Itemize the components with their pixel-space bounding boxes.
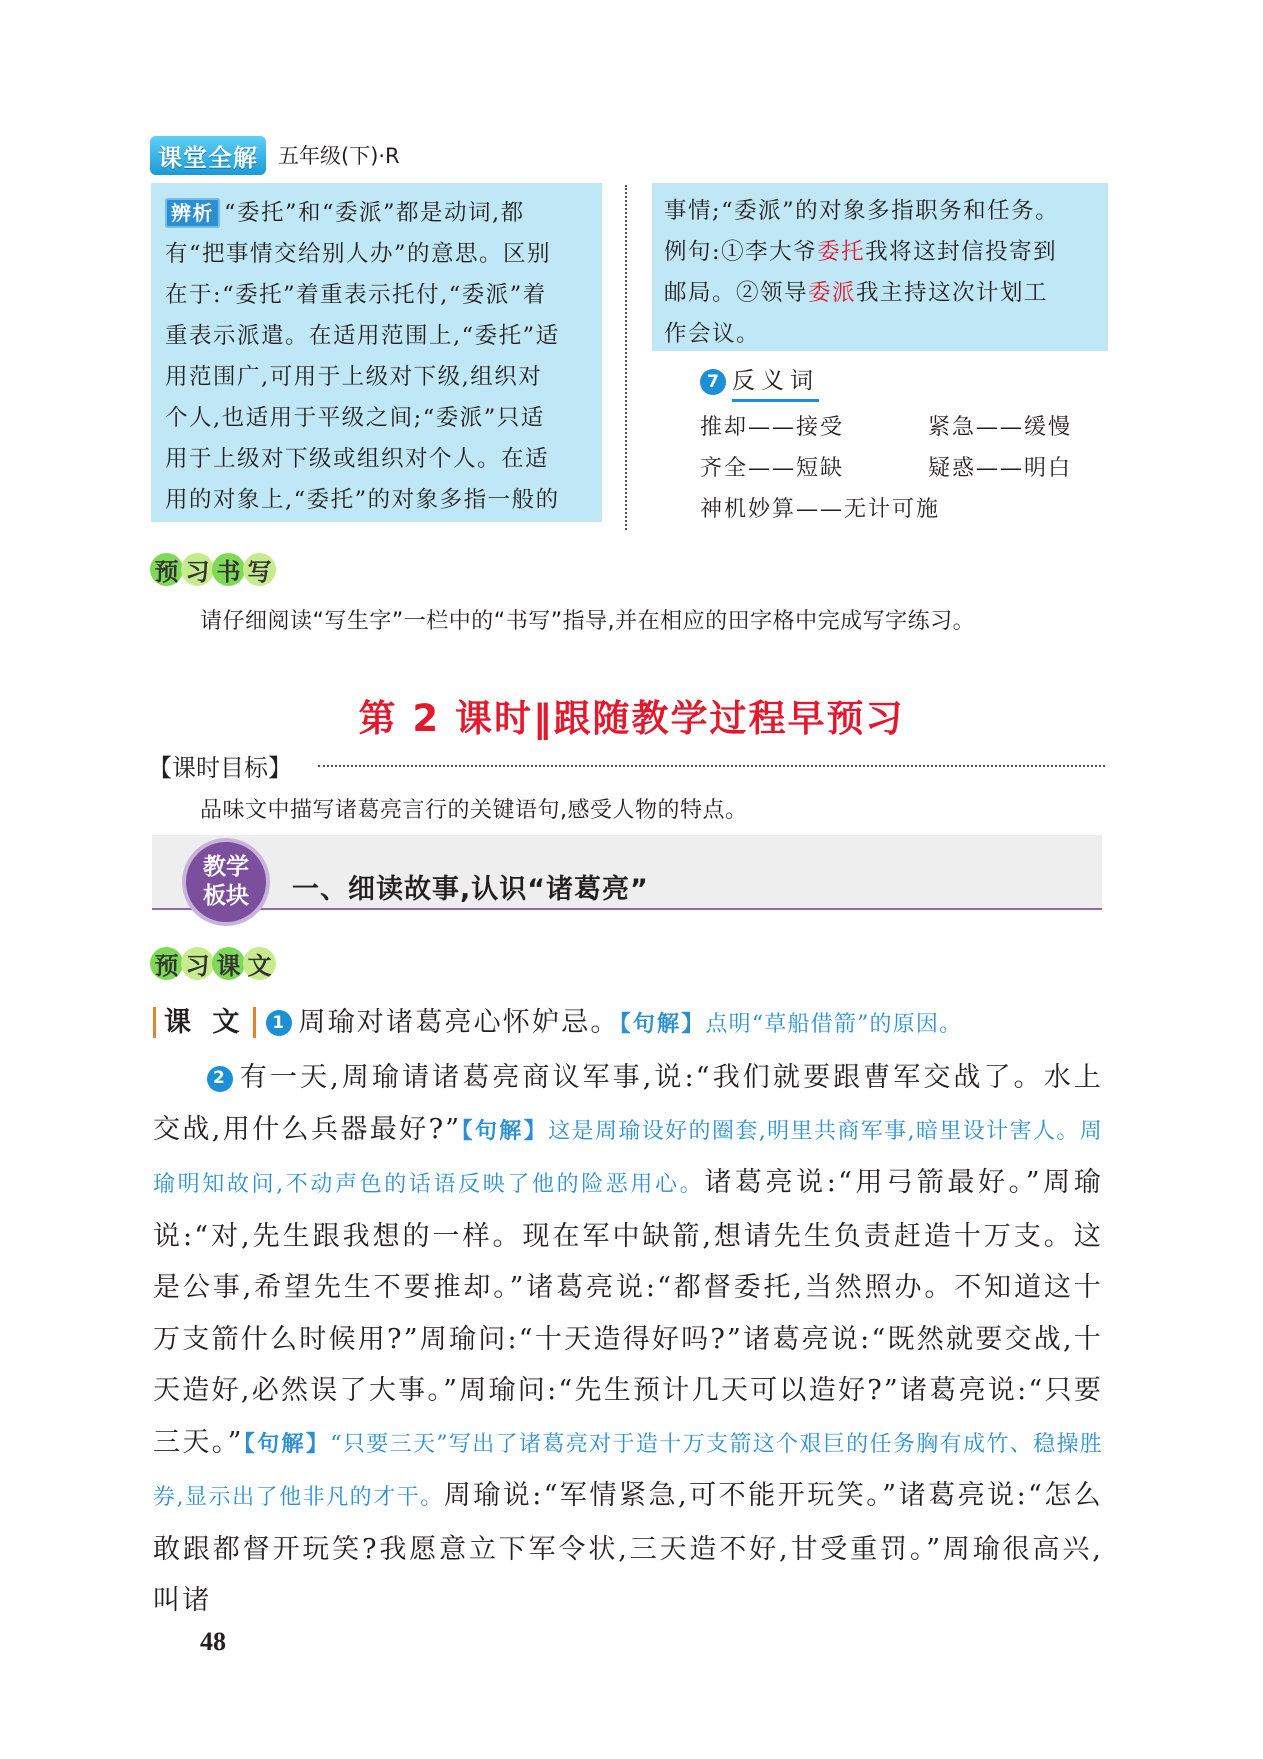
note-tag: 【句解】 [461, 1118, 549, 1144]
tag-char: 预 [150, 947, 183, 980]
analysis-line: 个人,也适用于平级之间;“委派”只适 [165, 405, 545, 431]
analysis-line: “委托”和“委派”都是动词,都 [224, 200, 525, 226]
note-text: 这是周瑜设好的圈套,明里共商军事,暗里设计害人。周瑜明知故问,不动声色的话语反映了他的险恶用心。 [153, 1118, 1103, 1197]
number-badge: 7 [700, 369, 726, 395]
analysis-box-left [151, 183, 602, 522]
goal-divider [318, 765, 1105, 767]
page-header [150, 138, 400, 172]
analysis-line: 作会议。 [664, 321, 761, 347]
example-text: 例句:①李大爷 [664, 239, 818, 265]
antonym-pair: 疑惑——明白 [928, 456, 1073, 481]
text-label: 课 文 [153, 1007, 256, 1038]
badge-line: 板块 [203, 883, 249, 909]
analysis-line: 用范围广,可用于上级对下级,组织对 [165, 364, 543, 390]
paragraph-number: 1 [266, 1010, 292, 1036]
paragraph-2 [153, 1052, 1103, 1627]
goal-label: 【课时目标】 [148, 754, 292, 782]
paragraph-text: 诸葛亮说:“用弓箭最好。”周瑜说:“对,先生跟我想的一样。现在军中缺箭,想请先生负责赶造十万支。这是公事,希望先生不要推却。”诸葛亮说:“都督委托,当然照办。不知道这十万支箭什么时候用?”周瑜问:“十天造得好吗?”诸葛亮说:“既然就要交战,十天造好,必然误了大事。”周瑜问:“先生预计几天可以造好?”诸葛亮说:“只要三天。” [153, 1167, 1103, 1458]
example-text: 邮局。②领导 [664, 280, 809, 306]
paragraph-number: 2 [207, 1066, 233, 1092]
tag-char: 写 [243, 553, 276, 586]
paragraph-1 [153, 1003, 1103, 1045]
series-badge: 课堂全解 [150, 136, 266, 175]
highlight-word: 委派 [808, 280, 857, 306]
tag-char: 书 [212, 553, 245, 586]
badge-line: 教学 [203, 854, 249, 880]
goal-text: 品味文中描写诸葛亮言行的关键语句,感受人物的特点。 [200, 798, 748, 823]
banner-underline [152, 908, 1102, 910]
antonym-pair: 紧急——缓慢 [928, 415, 1073, 440]
writing-instruction: 请仔细阅读“写生字”一栏中的“书写”指导,并在相应的田字格中完成写字练习。 [200, 609, 976, 634]
analysis-line: 用的对象上,“委托”的对象多指一般的 [165, 487, 560, 513]
paragraph-text: 周瑜说:“军情紧急,可不能开玩笑。”诸葛亮说:“怎么敢跟都督开玩笑?我愿意立下军令状,三天造不好,甘受重罚。”周瑜很高兴,叫诸 [153, 1480, 1103, 1616]
antonym-pair: 齐全——短缺 [700, 456, 845, 481]
antonym-pair: 推却——接受 [700, 415, 845, 440]
page-number: 48 [200, 1627, 226, 1656]
paragraph-text: 周瑜对诸葛亮心怀妒忌。 [298, 1007, 620, 1038]
note-tag: 【句解】 [619, 1012, 706, 1037]
preview-text-tag [150, 947, 274, 980]
tag-char: 课 [212, 947, 245, 980]
grade-label: 五年级(下)·R [278, 144, 400, 168]
analysis-tag: 辨析 [165, 198, 220, 228]
tag-char: 习 [181, 553, 214, 586]
analysis-line: 重表示派遣。在适用范围上,“委托”适 [165, 323, 560, 349]
paragraph-text: 有一天,周瑜请诸葛亮商议军事,说:“我们就要跟曹军交战了。水上交战,用什么兵器最好?” [153, 1062, 1103, 1145]
note-text: 点明“草船借箭”的原因。 [705, 1012, 963, 1037]
analysis-line: 在于:“委托”着重表示托付,“委派”着 [165, 282, 547, 308]
tag-char: 预 [150, 553, 183, 586]
tag-char: 文 [243, 947, 276, 980]
teaching-block-badge [182, 838, 270, 926]
antonyms-title: 反义词 [732, 362, 819, 402]
analysis-box-right [652, 183, 1108, 351]
analysis-line: 有“把事情交给别人办”的意思。区别 [165, 241, 552, 267]
antonym-pair: 神机妙算——无计可施 [700, 497, 941, 522]
antonyms-heading [700, 362, 819, 402]
preview-writing-tag [150, 553, 274, 586]
analysis-line: 用于上级对下级或组织对个人。在适 [165, 446, 550, 472]
example-text: 我将这封信投寄到 [865, 239, 1058, 265]
block-title: 一、细读故事,认识“诸葛亮” [292, 874, 649, 905]
lesson-title: 第 2 课时‖跟随教学过程早预习 [358, 697, 905, 740]
tag-char: 习 [181, 947, 214, 980]
column-divider [625, 185, 627, 530]
note-text: “只要三天”写出了诸葛亮对于造十万支箭这个艰巨的任务胸有成竹、稳操胜券,显示出了他非凡的才干。 [153, 1431, 1104, 1510]
highlight-word: 委托 [817, 239, 866, 265]
analysis-line: 事情;“委派”的对象多指职务和任务。 [664, 198, 1060, 224]
example-text: 我主持这次计划工 [856, 280, 1049, 306]
note-tag: 【句解】 [243, 1431, 331, 1457]
